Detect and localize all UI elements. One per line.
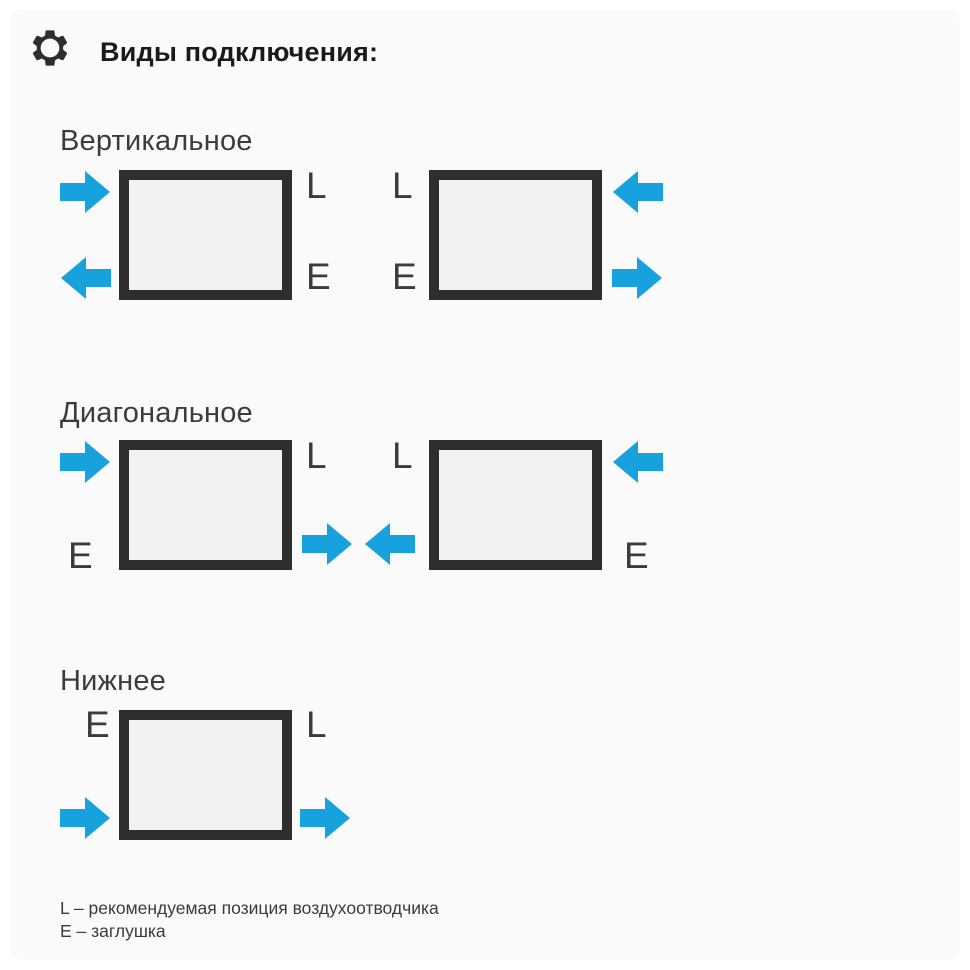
port-label-plug: E <box>85 704 110 745</box>
section-title-diagonal: Диагональное <box>60 397 253 429</box>
page-title: Виды подключения: <box>100 37 379 67</box>
flow-in-arrow <box>60 170 111 214</box>
legend-line-plug: E – заглушка <box>60 921 166 941</box>
port-label-air-vent: L <box>306 704 327 745</box>
flow-in-arrow <box>612 170 663 214</box>
port-label-air-vent: L <box>306 165 327 206</box>
port-label-air-vent: L <box>392 435 413 476</box>
section-title-vertical: Вертикальное <box>60 125 253 157</box>
legend-line-air-vent: L – рекомендуемая позиция воздухоотводчика <box>60 898 439 918</box>
flow-out-arrow <box>302 522 353 566</box>
flow-out-arrow <box>300 796 351 840</box>
radiator-box <box>119 170 292 300</box>
flow-in-arrow <box>60 796 111 840</box>
gear-icon <box>28 26 72 70</box>
port-label-air-vent: L <box>306 435 327 476</box>
radiator-box <box>429 170 602 300</box>
radiator-box <box>119 710 292 840</box>
flow-out-arrow <box>364 522 415 566</box>
port-label-plug: E <box>306 256 331 297</box>
radiator-box <box>119 440 292 570</box>
flow-in-arrow <box>60 440 111 484</box>
port-label-plug: E <box>68 535 93 576</box>
port-label-plug: E <box>392 256 417 297</box>
section-title-bottom: Нижнее <box>60 665 167 697</box>
port-label-plug: E <box>624 535 649 576</box>
flow-out-arrow <box>60 256 111 300</box>
flow-out-arrow <box>612 256 663 300</box>
legend <box>60 897 439 943</box>
flow-in-arrow <box>612 440 663 484</box>
radiator-box <box>429 440 602 570</box>
port-label-air-vent: L <box>392 165 413 206</box>
